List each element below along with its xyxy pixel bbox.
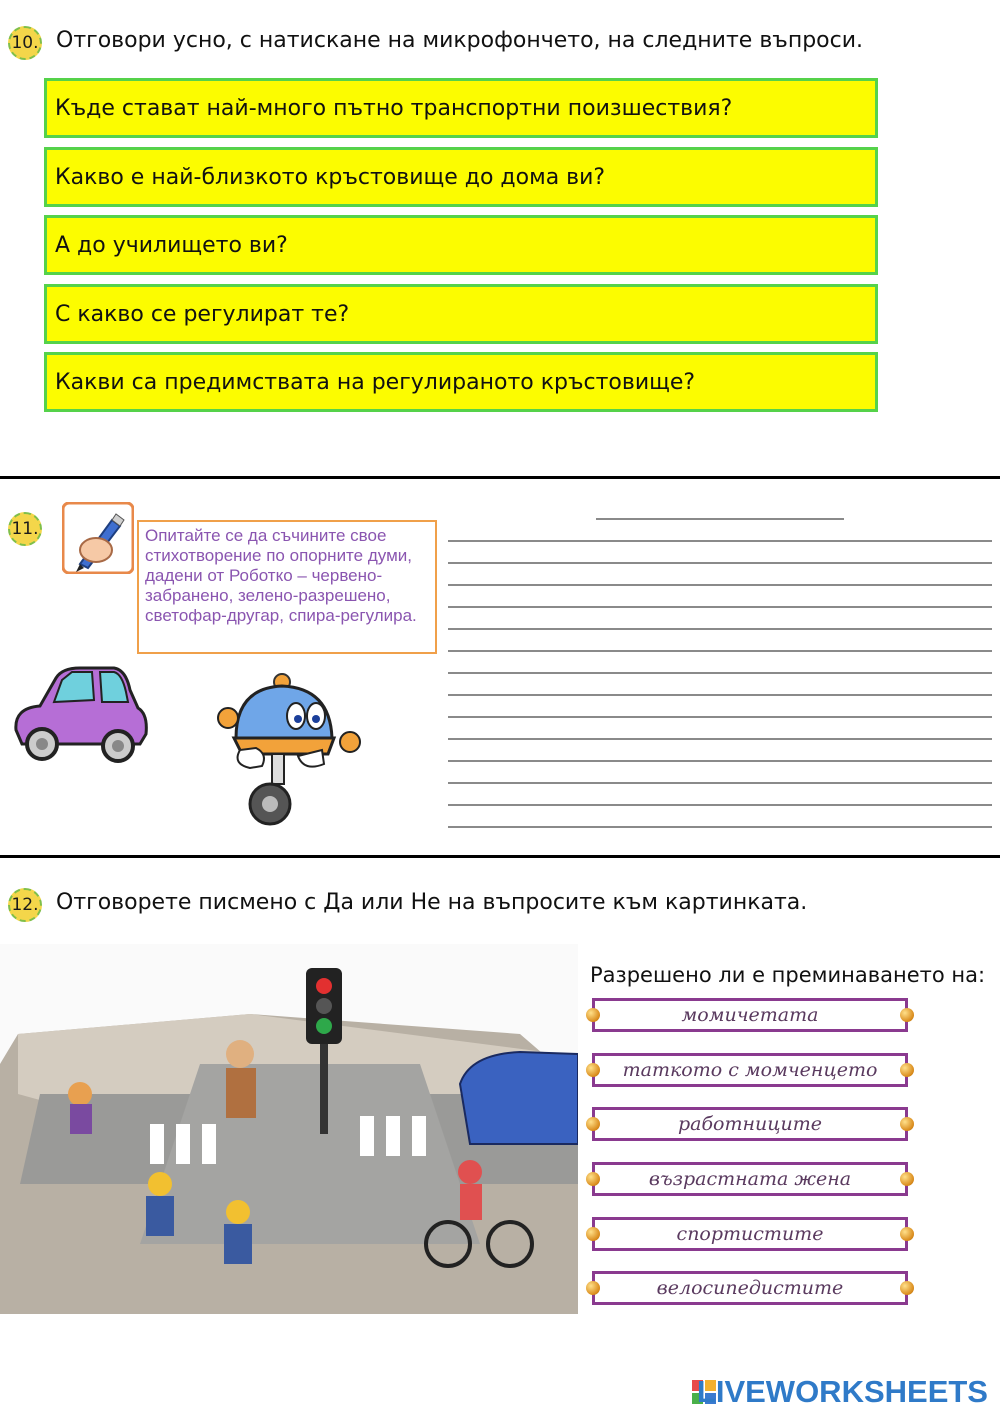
writing-line[interactable]: [448, 694, 992, 696]
answer-option-2[interactable]: [586, 1053, 914, 1087]
option-right-bead-icon: [900, 1281, 914, 1295]
task-number-badge-11: 11.: [8, 512, 42, 546]
task-12-title: Отговорете писмено с Да или Не на въпросите към картинката.: [56, 890, 808, 915]
option-left-bead-icon: [586, 1227, 600, 1241]
option-right-bead-icon: [900, 1172, 914, 1186]
answer-option-1[interactable]: [586, 998, 914, 1032]
car-illustration: [10, 660, 150, 770]
option-label: момичетата: [592, 998, 908, 1032]
question-text: С какво се регулират те?: [55, 301, 350, 327]
writing-line[interactable]: [448, 628, 992, 630]
question-box-2[interactable]: [44, 147, 878, 207]
option-left-bead-icon: [586, 1172, 600, 1186]
question-box-1[interactable]: [44, 78, 878, 138]
writing-line[interactable]: [448, 804, 992, 806]
option-left-bead-icon: [586, 1063, 600, 1077]
option-label: спортистите: [592, 1217, 908, 1251]
option-label: работниците: [592, 1107, 908, 1141]
option-left-bead-icon: [586, 1117, 600, 1131]
option-label: таткото с момченцето: [592, 1053, 908, 1087]
question-text: Какво е най-близкото кръстовище до дома ви?: [55, 164, 606, 190]
title-underline: [596, 518, 844, 520]
robot-illustration: [212, 668, 362, 828]
option-right-bead-icon: [900, 1117, 914, 1131]
writing-line[interactable]: [448, 826, 992, 828]
writing-line[interactable]: [448, 738, 992, 740]
question-box-3[interactable]: [44, 215, 878, 275]
liveworksheets-logo[interactable]: LIVEWORKSHEETS: [696, 1374, 988, 1409]
question-text: Къде стават най-много пътно транспортни поизшествия?: [55, 95, 733, 121]
option-right-bead-icon: [900, 1227, 914, 1241]
writing-line[interactable]: [448, 716, 992, 718]
option-right-bead-icon: [900, 1063, 914, 1077]
answer-option-6[interactable]: [586, 1271, 914, 1305]
answer-option-3[interactable]: [586, 1107, 914, 1141]
option-left-bead-icon: [586, 1008, 600, 1022]
writing-line[interactable]: [448, 562, 992, 564]
writing-line[interactable]: [448, 606, 992, 608]
writing-line[interactable]: [448, 540, 992, 542]
question-box-5[interactable]: [44, 352, 878, 412]
task-number-badge-10: 10.: [8, 26, 42, 60]
question-box-4[interactable]: [44, 284, 878, 344]
question-text: Какви са предимствата на регулираното кръстовище?: [55, 369, 696, 395]
question-text: А до училището ви?: [55, 232, 288, 258]
option-label: възрастната жена: [592, 1162, 908, 1196]
writing-line[interactable]: [448, 760, 992, 762]
instruction-box: Опитайте се да съчините свое стихотворение по опорните думи, дадени от Роботко – червено-забранено, зелено-разрешено, светофар-другар, спира-регулира.: [137, 520, 437, 654]
crossroad-illustration: [0, 944, 578, 1314]
option-left-bead-icon: [586, 1281, 600, 1295]
option-right-bead-icon: [900, 1008, 914, 1022]
writing-line[interactable]: [448, 782, 992, 784]
writing-line[interactable]: [448, 650, 992, 652]
answer-option-5[interactable]: [586, 1217, 914, 1251]
writing-line[interactable]: [448, 672, 992, 674]
writing-line[interactable]: [448, 584, 992, 586]
option-label: велосипедистите: [592, 1271, 908, 1305]
pencil-hand-icon: [62, 502, 134, 574]
task-number-badge-12: 12.: [8, 888, 42, 922]
section-divider: [0, 855, 1000, 858]
task-10-title: Отговори усно, с натискане на микрофончето, на следните въпроси.: [56, 28, 864, 53]
task-12-question: Разрешено ли е преминаването на:: [590, 963, 986, 987]
section-divider: [0, 476, 1000, 479]
answer-option-4[interactable]: [586, 1162, 914, 1196]
